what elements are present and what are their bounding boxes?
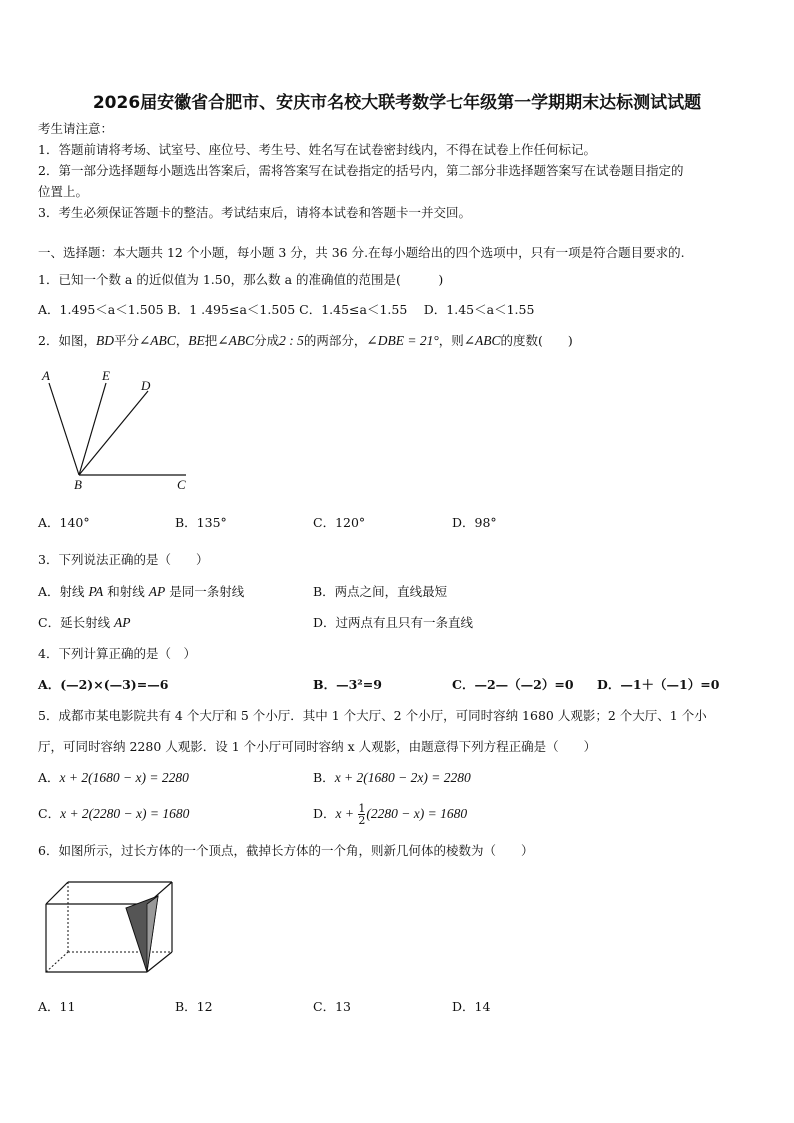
q5-option-d (313, 797, 467, 831)
label-b: B (74, 477, 82, 492)
q2-text: ，则 (438, 333, 464, 348)
label-d: D (141, 378, 151, 393)
q2-be: BE (188, 333, 205, 348)
q6-option: D．14 (452, 999, 491, 1014)
q3-text: 是同一条射线 (165, 584, 245, 599)
denominator: 2 (358, 814, 366, 827)
q2-angle: ∠ABC (463, 333, 501, 348)
notice-item: 2．第一部分选择题每小题选出答案后，需将答案写在试卷指定的括号内，第二部分非选择题答案写在试卷题目指定的 (38, 163, 684, 178)
q2-text: 把 (204, 333, 218, 348)
q3-text: C．延长射线 (38, 615, 115, 630)
angle-figure (36, 364, 196, 494)
q3-option-b: B．两点之间，直线最短 (313, 584, 448, 599)
q2-text: 分成 (254, 333, 280, 348)
q5-label: D． (313, 806, 336, 821)
label-a: A (42, 368, 50, 383)
q2-option: C．120° (313, 515, 366, 530)
q5-option-a (38, 770, 189, 786)
q6-option: A．11 (38, 999, 76, 1014)
q2-option: A．140° (38, 515, 90, 530)
q2-angle: ∠ABC (217, 333, 255, 348)
q2-text: 的度数( ) (500, 333, 573, 348)
ray-bd (79, 391, 148, 475)
ray-be (79, 383, 106, 475)
q5-label: B． (313, 770, 335, 785)
ray-ba (49, 383, 79, 475)
q5-eq: x + 2(2280 − x) = 1680 (60, 806, 190, 821)
q3-option-d: D．过两点有且只有一条直线 (313, 615, 474, 630)
question-1-options: A．1.495＜a＜1.505 B．1 .495≤a＜1.505 C．1.45≤a＜1.55 D．1.45＜a＜1.55 (38, 302, 535, 317)
question-2-stem (38, 333, 573, 349)
cuboid-figure (40, 876, 180, 976)
q2-angle: ∠ABC (138, 333, 176, 348)
q5-label: A． (38, 770, 60, 785)
q5-option-c (38, 806, 189, 822)
q2-bd: BD (95, 333, 114, 348)
q3-text: A．射线 (38, 584, 89, 599)
q6-option: B．12 (175, 999, 213, 1014)
label-c: C (177, 477, 186, 492)
q5-label: C． (38, 806, 61, 821)
q2-text: 平分 (113, 333, 139, 348)
fraction-half (358, 803, 365, 826)
question-4-stem: 4．下列计算正确的是（ ） (38, 646, 196, 661)
q5-eq: (2280 − x) = 1680 (366, 806, 468, 821)
question-5-stem: 5．成都市某电影院共有 4 个大厅和 5 个小厅．其中 1 个大厅、2 个小厅，可同时容纳 1680 人观影；2 个大厅、1 个小 (38, 708, 707, 723)
notice-item: 位置上。 (38, 184, 89, 199)
q5-option-b (313, 770, 471, 786)
q2-text: ， (175, 333, 189, 348)
q4-option: B．—3²=9 (313, 677, 382, 692)
notice-item: 1．答题前请将考场、试室号、座位号、考生号、姓名写在试卷密封线内，不得在试卷上作任何标记。 (38, 142, 596, 157)
q2-text: 2．如图， (38, 333, 96, 348)
q5-eq: x + (335, 806, 358, 821)
q3-ap: AP (114, 615, 131, 630)
page-title: 2026届安徽省合肥市、安庆市名校大联考数学七年级第一学期期末达标测试试题 (92, 93, 702, 113)
question-3-stem: 3．下列说法正确的是（ ） (38, 552, 209, 567)
q3-ap: AP (148, 584, 166, 599)
notice-heading: 考生请注意： (38, 121, 114, 136)
q4-option: C．—2—（—2）=0 (452, 677, 574, 692)
section-heading: 一、选择题：本大题共 12 个小题，每小题 3 分，共 36 分.在每小题给出的四个选项中，只有一项是符合题目要求的. (38, 245, 685, 260)
q6-option: C．13 (313, 999, 351, 1014)
q2-ratio: 2 : 5 (279, 333, 304, 348)
notice-item: 3．考生必须保证答题卡的整洁。考试结束后，请将本试卷和答题卡一并交回。 (38, 205, 471, 220)
question-5-stem: 厅，可同时容纳 2280 人观影．设 1 个小厅可同时容纳 x 人观影，由题意得下列方程正确是（ ） (38, 739, 597, 754)
q2-option: B．135° (175, 515, 227, 530)
q3-option-c (38, 615, 131, 631)
q4-option: A．(—2)×(—3)=—6 (38, 677, 169, 692)
q3-pa: PA (88, 584, 104, 599)
q3-option-a (38, 584, 244, 600)
q2-condition: ∠DBE = 21° (366, 333, 439, 348)
q5-eq: x + 2(1680 − x) = 2280 (59, 770, 189, 785)
numerator: 1 (358, 802, 366, 815)
question-1-stem: 1．已知一个数 a 的近似值为 1.50，那么数 a 的准确值的范围是( ) (38, 272, 444, 287)
q2-text: 的两部分， (303, 333, 367, 348)
label-e: E (102, 368, 110, 383)
q5-eq: x + 2(1680 − 2x) = 2280 (334, 770, 471, 785)
q2-option: D．98° (452, 515, 497, 530)
q4-option: D．—1＋（—1）=0 (597, 677, 720, 692)
question-6-stem: 6．如图所示，过长方体的一个顶点，截掉长方体的一个角，则新几何体的棱数为（ ） (38, 843, 534, 858)
q3-text: 和射线 (103, 584, 149, 599)
